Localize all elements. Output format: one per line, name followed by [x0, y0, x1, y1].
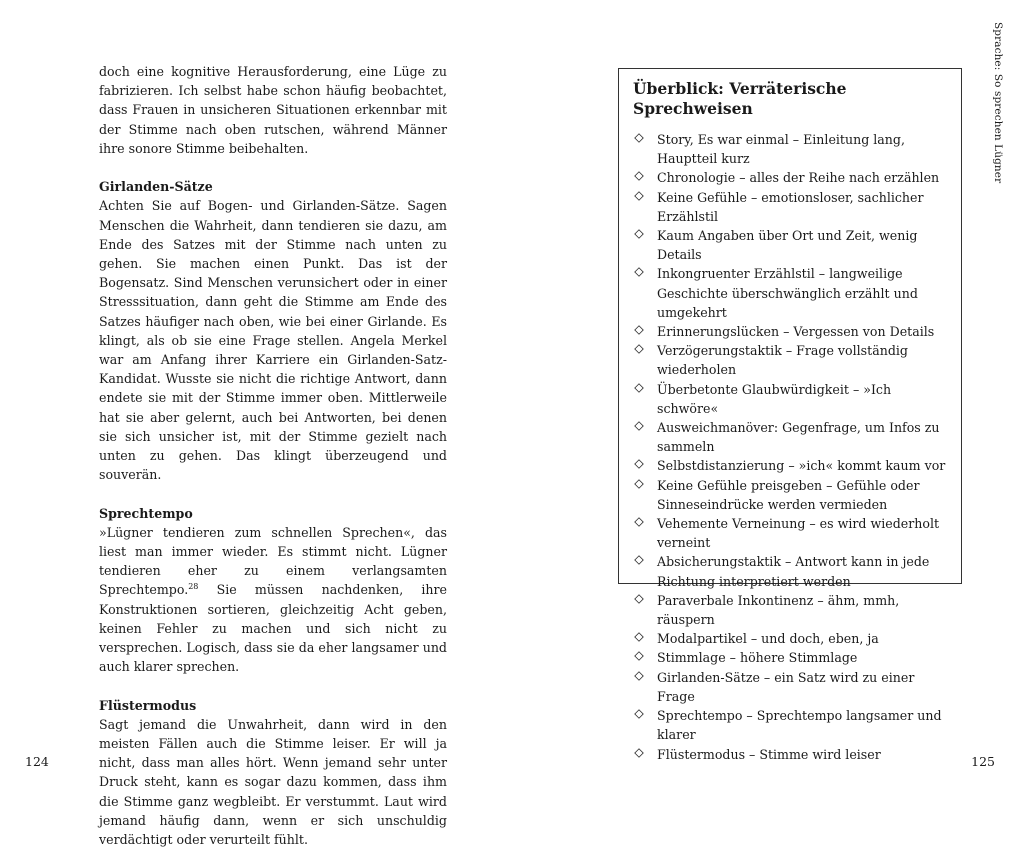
overview-list-item-text: Story, Es war einmal – Einleitung lang, Hauptteil kurz [657, 132, 905, 167]
overview-list-item-text: Keine Gefühle – emotionsloser, sachlicher Erzählstil [657, 189, 924, 224]
section-heading-fluestermodus: Flüstermodus [99, 697, 197, 713]
overview-list-item-text: Chronologie – alles der Reihe nach erzählen [657, 170, 940, 186]
overview-list-item-text: Vehemente Verneinung – es wird wiederholt verneint [657, 516, 940, 551]
intro-paragraph: doch eine kognitive Herausforderung, eine Lüge zu fabrizieren. Ich selbst habe schon häufig beobachtet, dass Frauen in unsicheren Situationen erkennbar mit der Stimme nach oben rutschen, während Männer ihre sonore Stimme beibehalten. [99, 64, 447, 156]
section-text-girlanden: Achten Sie auf Bogen- und Girlanden-Sätze. Sagen Menschen die Wahrheit, dann tendieren sie dazu, am Ende des Satzes mit der Stimme nach unten zu gehen. Sie machen einen Punkt. Das ist der Bogensatz. Sind Menschen verunsichert oder in einer Stresssituation, dann geht die Stimme am Ende des Satzes häufiger nach oben, wie bei einer Girlande. Es klingt, als ob sie eine Frage stellen. Angela Merkel war am Anfang ihrer Karriere ein Girlanden-Satz-Kandidat. Wusste sie nicht die richtige Antwort, dann endete sie mit der Stimme immer oben. Mittlerweile hat sie aber gelernt, auch bei Antworten, bei denen sie sich unsicher ist, mit der Stimme gezielt nach unten zu gehen. Das klingt überzeugend und souverän. [99, 198, 447, 483]
overview-list-item [633, 264, 947, 322]
overview-list-item-text: Selbstdistanzierung – »ich« kommt kaum vor [657, 458, 946, 474]
diamond-bullet-icon [634, 191, 644, 201]
overview-list-item-text: Absicherungstaktik – Antwort kann in jede Richtung interpretiert werden [657, 554, 930, 589]
overview-list [633, 130, 947, 764]
diamond-bullet-icon [634, 556, 644, 566]
diamond-bullet-icon [634, 344, 644, 354]
diamond-bullet-icon [634, 748, 644, 758]
diamond-bullet-icon [634, 383, 644, 393]
section-heading-girlanden: Girlanden-Sätze [99, 179, 213, 195]
overview-list-item-text: Sprechtempo – Sprechtempo langsamer und klarer [657, 708, 942, 743]
diamond-bullet-icon [634, 479, 644, 489]
diamond-bullet-icon [634, 594, 644, 604]
overview-list-item-text: Girlanden-Sätze – ein Satz wird zu einer Frage [657, 669, 915, 704]
diamond-bullet-icon [634, 671, 644, 681]
overview-list-item [633, 456, 947, 475]
diamond-bullet-icon [634, 268, 644, 278]
overview-list-item-text: Modalpartikel – und doch, eben, ja [657, 631, 879, 647]
overview-list-item [633, 745, 947, 764]
section-heading-sprechtempo: Sprechtempo [99, 505, 193, 521]
diamond-bullet-icon [634, 460, 644, 470]
left-body-text [99, 62, 447, 849]
running-head: Sprache: So sprechen Lügner [992, 22, 1004, 184]
overview-list-item-text: Keine Gefühle preisgeben – Gefühle oder Sinneseindrücke werden vermieden [657, 477, 920, 512]
overview-list-item [633, 226, 947, 264]
diamond-bullet-icon [634, 172, 644, 182]
diamond-bullet-icon [634, 517, 644, 527]
overview-list-item [633, 418, 947, 456]
section-text-sprechtempo [99, 523, 447, 677]
overview-list-item [633, 476, 947, 514]
overview-list-item-text: Inkongruenter Erzählstil – langweilige Geschichte überschwänglich erzählt und umgekehrt [657, 266, 918, 320]
overview-box-title: Überblick: Verräterische Sprechweisen [633, 79, 847, 118]
overview-list-item-text: Erinnerungslücken – Vergessen von Details [657, 324, 935, 340]
diamond-bullet-icon [634, 709, 644, 719]
diamond-bullet-icon [634, 229, 644, 239]
sprechtempo-text-part2: Sie müssen nachdenken, ihre Konstruktionen sortieren, gleichzeitig Acht geben, keinen Fehler zu machen und sich nicht zu versprechen. Logisch, dass sie da eher langsamer und auch klarer sprechen. [99, 582, 447, 675]
overview-list-item-text: Stimmlage – höhere Stimmlage [657, 650, 858, 666]
sprechtempo-text-part1: »Lügner tendieren zum schnellen Sprechen«, das liest man immer wieder. Es stimmt nicht. Lügner tendieren eher zu einem verlangsamten Sprechtempo. [99, 524, 447, 598]
overview-list-item [633, 380, 947, 418]
overview-list-item-text: Flüstermodus – Stimme wird leiser [657, 746, 881, 762]
page-number-left: 124 [25, 754, 49, 769]
overview-list-item [633, 322, 947, 341]
section-text-fluestermodus: Sagt jemand die Unwahrheit, dann wird in den meisten Fällen auch die Stimme leiser. Er will ja nicht, dass man alles hört. Wenn jemand sehr unter Druck steht, kann es sogar dazu kommen, dass ihm die Stimme ganz wegbleibt. Er verstummt. Laut wird jemand häufig dann, wenn er sich unschuldig verdächtigt oder verurteilt fühlt. [99, 716, 447, 848]
overview-list-item [633, 629, 947, 648]
overview-list-item-text: Überbetonte Glaubwürdigkeit – »Ich schwöre« [657, 381, 892, 416]
overview-list-item [633, 591, 947, 629]
diamond-bullet-icon [634, 421, 644, 431]
diamond-bullet-icon [634, 325, 644, 335]
footnote-marker: 28 [188, 582, 199, 592]
overview-list-item [633, 130, 947, 168]
overview-list-item [633, 668, 947, 706]
overview-box [618, 68, 962, 762]
overview-list-item [633, 188, 947, 226]
diamond-bullet-icon [634, 632, 644, 642]
diamond-bullet-icon [634, 133, 644, 143]
overview-list-item [633, 168, 947, 187]
overview-list-item [633, 552, 947, 590]
overview-list-item [633, 706, 947, 744]
overview-list-item [633, 341, 947, 379]
page-number-right: 125 [971, 754, 995, 769]
overview-list-item-text: Ausweichmanöver: Gegenfrage, um Infos zu sammeln [657, 420, 940, 455]
left-page [0, 0, 510, 848]
diamond-bullet-icon [634, 652, 644, 662]
overview-list-item-text: Verzögerungstaktik – Frage vollständig wiederholen [657, 343, 908, 378]
overview-list-item [633, 648, 947, 667]
overview-list-item-text: Paraverbale Inkontinenz – ähm, mmh, räuspern [657, 592, 900, 628]
overview-list-item-text: Kaum Angaben über Ort und Zeit, wenig Details [657, 228, 918, 263]
overview-list-item [633, 514, 947, 552]
right-page [510, 0, 1020, 793]
